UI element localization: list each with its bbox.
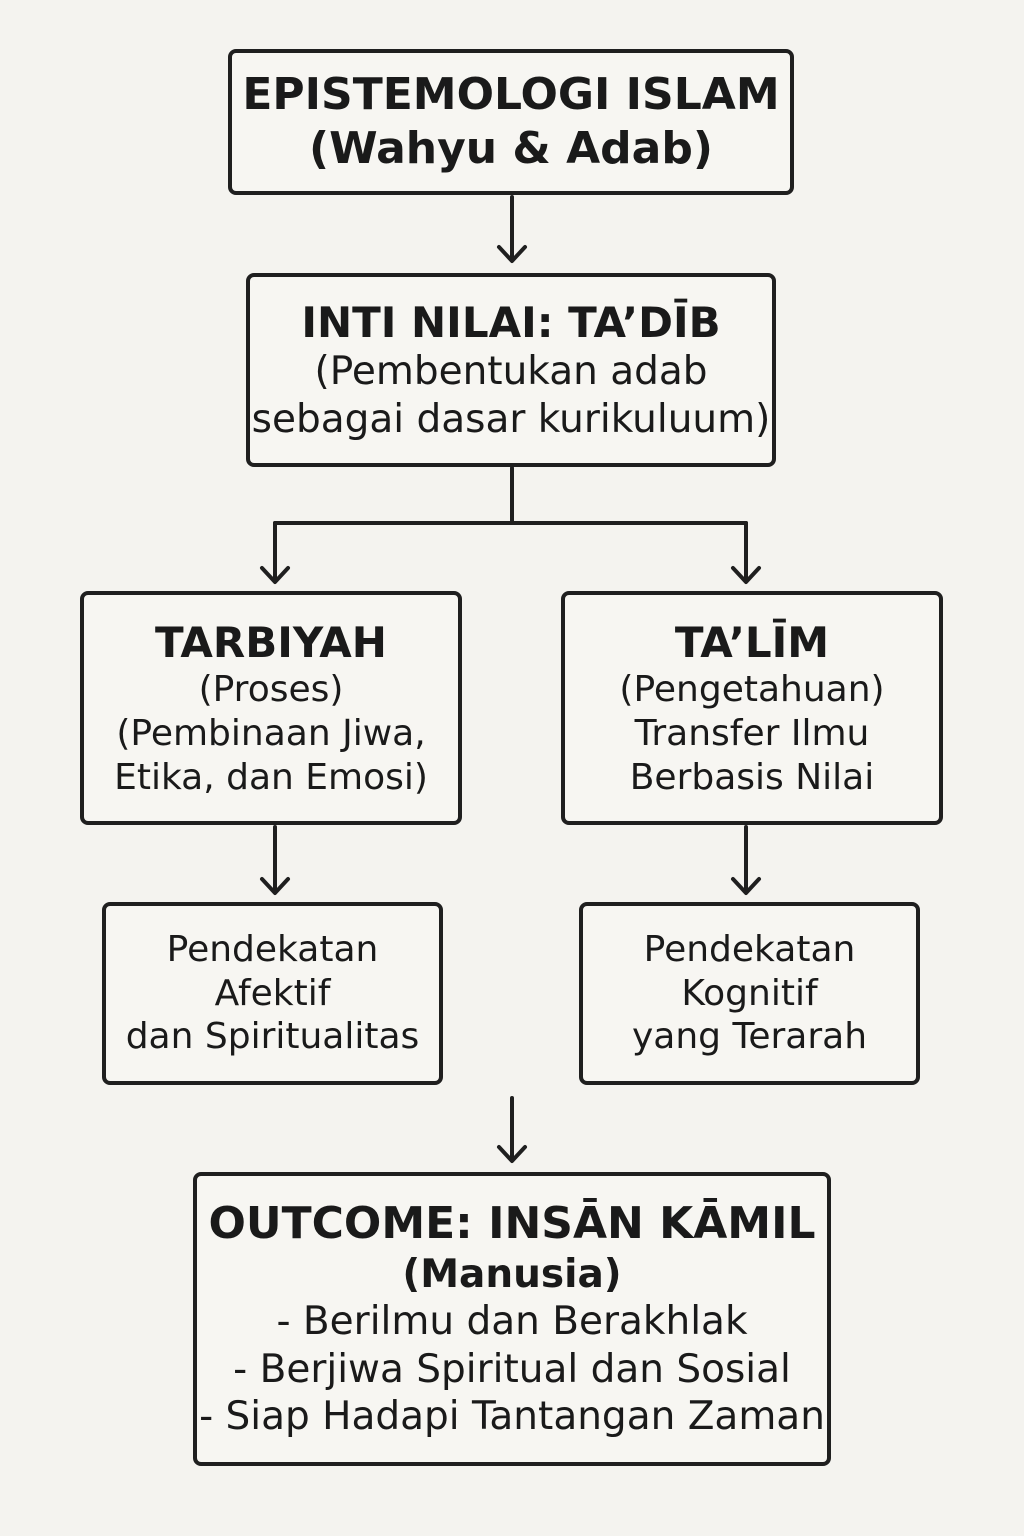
tarbiyah-subtitle: (Proses) (198, 668, 344, 710)
tadib-title: INTI NILAI: TA’DĪB (301, 297, 721, 347)
arrow-to-outcome (499, 1098, 525, 1161)
tadib-line-2: sebagai dasar kurikuluum) (251, 396, 771, 442)
afektif-line-1: Pendekatan (166, 928, 379, 970)
talim-subtitle: (Pengetahuan) (619, 668, 885, 710)
outcome-box (193, 1172, 831, 1466)
afektif-line-3: dan Spiritualitas (125, 1016, 420, 1058)
arrow-talim-to-kognitif (733, 827, 759, 893)
outcome-item-1: - Berilmu dan Berakhlak (276, 1299, 748, 1345)
tadib-line-1: (Pembentukan adab (314, 349, 708, 395)
branch-tadib-to-children (262, 468, 759, 582)
arrow-epistemologi-to-tadib (499, 197, 525, 261)
tarbiyah-line-1: (Pembinaan Jiwa, (116, 712, 426, 754)
kognitif-line-3: yang Terarah (631, 1016, 868, 1058)
afektif-box (102, 902, 443, 1085)
tadib-box (246, 273, 776, 467)
talim-box (561, 591, 943, 825)
afektif-line-2: Afektif (214, 972, 331, 1014)
talim-title: TA’LĪM (674, 617, 830, 667)
kognitif-box (579, 902, 920, 1085)
tarbiyah-title: TARBIYAH (155, 617, 387, 667)
outcome-item-3: - Siap Hadapi Tantangan Zaman (199, 1394, 825, 1440)
talim-line-1: Transfer Ilmu (634, 712, 870, 754)
kognitif-line-2: Kognitif (681, 972, 818, 1014)
outcome-subtitle: (Manusia) (402, 1251, 622, 1297)
arrow-tarbiyah-to-afektif (262, 827, 288, 893)
kognitif-line-1: Pendekatan (643, 928, 856, 970)
tarbiyah-box (80, 591, 462, 825)
epistemologi-box (228, 49, 794, 195)
tarbiyah-line-2: Etika, dan Emosi) (114, 756, 428, 798)
outcome-item-2: - Berjiwa Spiritual dan Sosial (233, 1346, 791, 1392)
outcome-title: OUTCOME: INSĀN KĀMIL (208, 1198, 816, 1249)
epistemologi-title: EPISTEMOLOGI ISLAM (242, 69, 780, 121)
talim-line-2: Berbasis Nilai (629, 756, 875, 798)
epistemologi-subtitle: (Wahyu & Adab) (309, 123, 713, 174)
